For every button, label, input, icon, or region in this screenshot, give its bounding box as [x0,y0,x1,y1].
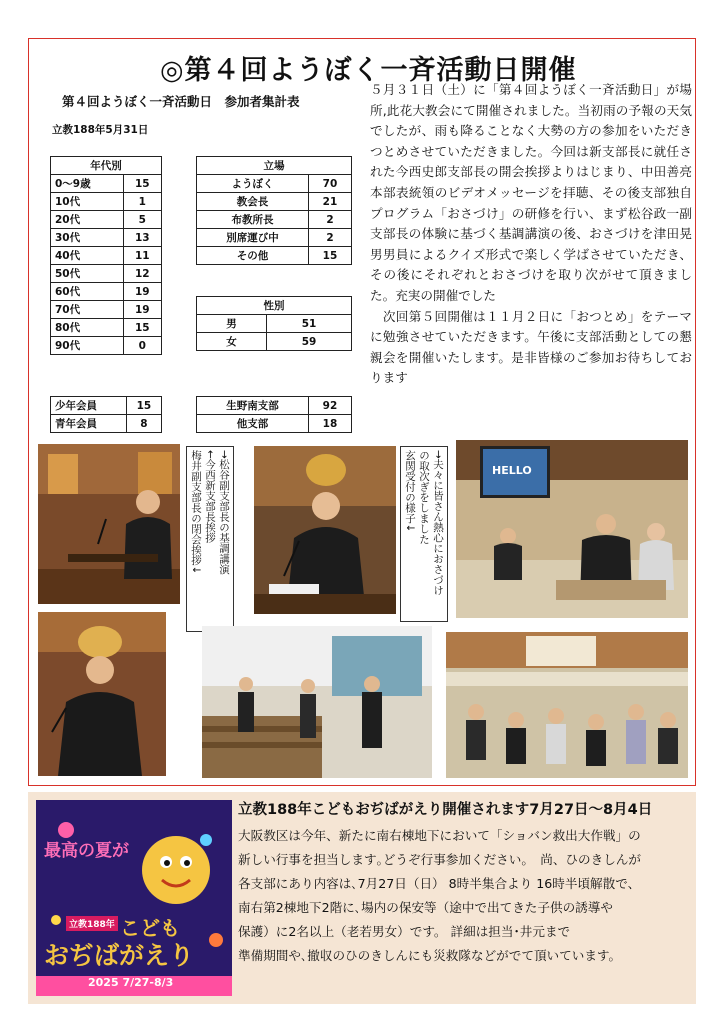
photo-reception [202,626,432,778]
photo-osazuke-hall [456,440,688,618]
row-label: 布教所長 [197,211,309,229]
poster-title-line2: おぢばがえり [44,941,195,970]
event-line: 大阪教区は今年、新たに南右棟地下において「ショバン救出大作戦」の [238,828,641,843]
row-label: 別席運び中 [197,229,309,247]
role-table [196,156,352,265]
table-row [51,397,162,415]
row-value: 11 [123,247,161,265]
event-line: 準備期間や､撤収のひのきしんにも災救隊などがでて頂いています。 [238,948,622,963]
row-value: 15 [308,247,351,265]
kodomo-ojibagaeri-poster [36,800,232,996]
caption-line: 玄関受付の様子↓ [404,450,416,533]
table-row [51,175,162,193]
event-line: 南右第2棟地下2階に､場内の保安等（途中で出てきた子供の誘導や [238,900,613,915]
age-table-header: 年代別 [51,157,162,175]
event-title: 立教188年こどもおぢばがえり開催されます7月27日～8月4日 [238,802,653,818]
caption-right [400,446,448,622]
row-value: 0 [123,337,161,355]
photo-participants [446,632,688,778]
branch-table [196,396,352,433]
row-label: 女 [197,333,267,351]
row-value: 19 [123,301,161,319]
row-value: 59 [267,333,352,351]
caption-left [186,446,234,632]
article-paragraph: 次回第５回開催は１１月２日に「おつとめ」をテーマに勉強させていただきます。午後に支部活動としての懇親会を開催いたします。是非皆様のご参加お待ちしております [370,308,692,386]
row-value: 5 [123,211,161,229]
row-label: 90代 [51,337,124,355]
article-body [370,80,692,389]
row-label: 男 [197,315,267,333]
gender-table-header: 性別 [197,297,352,315]
row-label: 10代 [51,193,124,211]
row-value: 15 [123,175,161,193]
table-row [51,211,162,229]
poster-dates: 2025 7/27-8/3 [88,976,174,989]
row-label: 0～9歳 [51,175,124,193]
role-table-header: 立場 [197,157,352,175]
poster-year-badge: 立教188年 [66,916,118,931]
table-row [197,193,352,211]
event-line: 新しい行事を担当します｡どうぞ行事参加ください。 尚、ひのきしんが [238,852,641,867]
row-value: 13 [123,229,161,247]
caption-line: ←今西新支部長挨拶 [204,450,216,543]
row-value: 21 [308,193,351,211]
row-label: 少年会員 [51,397,127,415]
table-date: 立教188年5月31日 [52,124,149,136]
photo-closing-greeting [38,612,166,776]
row-label: 40代 [51,247,124,265]
row-label: ようぼく [197,175,309,193]
table-row [197,175,352,193]
table-row [51,283,162,301]
event-body [238,824,690,968]
row-label: 青年会員 [51,415,127,433]
row-label: 教会長 [197,193,309,211]
row-label: 生野南支部 [197,397,309,415]
screen-label: HELLO [492,464,532,477]
row-label: 他支部 [197,415,309,433]
caption-line: →夫々に皆さん熱心におさづけ [432,450,444,596]
table-row [51,415,162,433]
article-paragraph: ５月３１日（土）に「第４回ようぼく一斉活動日」が場所,此花大教会にて開催されました。当初雨の予報の天気でしたが、雨も降ることなく大勢の方の参加をいただきつとめさせていただきました。今回は新支部長に就任された今西史郎支部長の開会挨拶よりはじまり、中田善亮本部表統領のビデオメッセージを拝聴、その後支部独自プログラム「おさづけ」の研修を行い、まず松谷政一副支部長の体験に基づく基調講演の後、おさづけを津田晃男男員によるクイズ形式で楽しく学ばさせていただき、その後にそれぞれとおさづけを取り次がせて頂きました。充実の開催でした [370,82,692,303]
row-value: 70 [308,175,351,193]
table-row [197,415,352,433]
table-row [51,193,162,211]
table-row [197,211,352,229]
row-value: 18 [308,415,351,433]
row-label: 50代 [51,265,124,283]
table-row [197,315,352,333]
row-value: 12 [123,265,161,283]
event-line: 保護）に2名以上（老若男女）です。 詳細は担当･井元まで [238,924,571,939]
row-value: 15 [126,397,161,415]
caption-line: →松谷副支部長の基調講演 [218,450,230,575]
caption-line: の取次ぎをしました [418,450,430,545]
row-value: 15 [123,319,161,337]
event-line: 各支部にあり内容は､7月27日（日） 8時半集合より 16時半頃解散で、 [238,876,641,891]
row-value: 92 [308,397,351,415]
poster-title-line1: こども [120,916,180,940]
row-value: 51 [267,315,352,333]
row-label: 20代 [51,211,124,229]
table-row [51,265,162,283]
table-row [197,229,352,247]
table-row [197,397,352,415]
table-row [51,247,162,265]
row-label: 30代 [51,229,124,247]
table-row [51,337,162,355]
table-row [197,247,352,265]
page-headline: ◎第４回ようぼく一斉活動日開催 [160,55,577,86]
table-row [51,229,162,247]
poster-top-text: 最高の夏が [44,841,129,861]
table-row [51,319,162,337]
row-value: 1 [123,193,161,211]
row-value: 8 [126,415,161,433]
row-label: 80代 [51,319,124,337]
table-title: 第４回ようぼく一斉活動日 参加者集計表 [62,94,300,109]
photo-new-chief-greeting [254,446,396,614]
row-value: 2 [308,211,351,229]
row-value: 19 [123,283,161,301]
row-label: その他 [197,247,309,265]
member-table [50,396,162,433]
table-row [197,333,352,351]
row-label: 70代 [51,301,124,319]
gender-table [196,296,352,351]
caption-line: 梅井副支部長の閉会挨拶↓ [190,450,202,575]
row-value: 2 [308,229,351,247]
age-table [50,156,162,355]
row-label: 60代 [51,283,124,301]
photo-vice-chief-speech [38,444,180,604]
table-row [51,301,162,319]
